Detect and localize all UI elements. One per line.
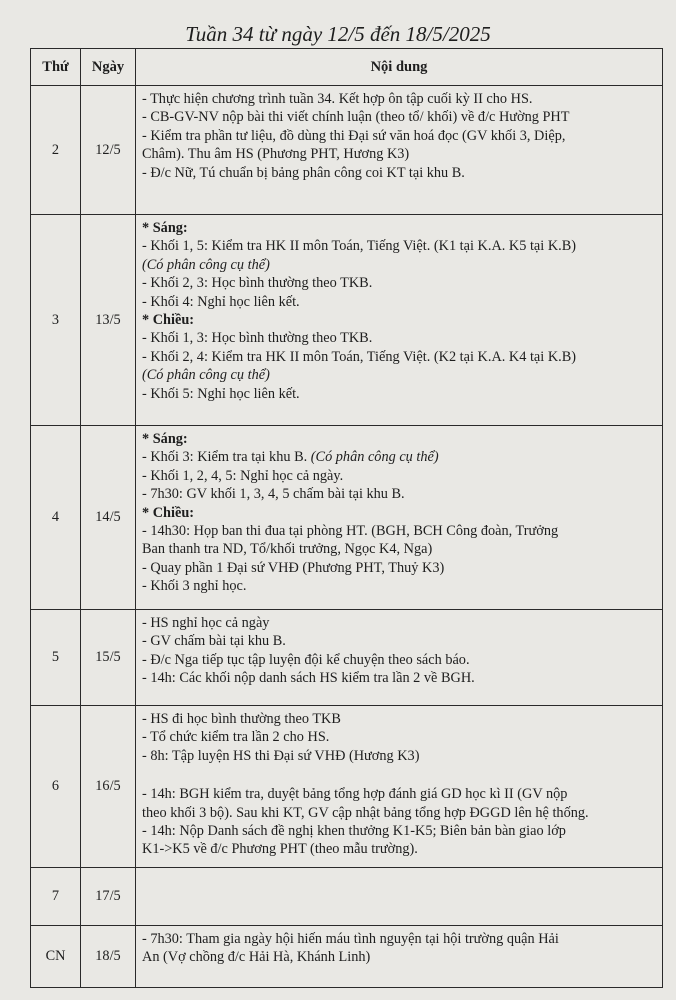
content-line — [142, 145, 658, 163]
content-line — [142, 840, 658, 858]
content-cell — [136, 610, 663, 706]
content-line-text: - 7h30: GV khối 1, 3, 4, 5 chấm bài tại khu B. — [142, 486, 405, 503]
content-line-text: - 14h30: Họp ban thi đua tại phòng HT. (BGH, BCH Công đoàn, Trưởng — [142, 523, 559, 540]
date-cell: 17/5 — [81, 868, 136, 926]
date-cell: 16/5 — [81, 706, 136, 868]
content-line-text: - 7h30: Tham gia ngày hội hiến máu tình nguyện tại hội trường quận Hải — [142, 931, 559, 947]
content-line — [142, 785, 658, 803]
day-cell: 4 — [31, 426, 81, 610]
content-line-text: theo khối 3 bộ). Sau khi KT, GV cập nhật bảng tổng hợp ĐGGD lên hệ thống. — [142, 804, 589, 821]
content-line-text: - HS nghỉ học cả ngày — [142, 615, 270, 631]
content-line — [142, 522, 658, 540]
content-line-text: - Khối 4: Nghỉ học liên kết. — [142, 293, 300, 310]
content-line — [142, 256, 658, 274]
header-thu: Thứ — [31, 49, 81, 86]
content-line — [142, 311, 658, 329]
content-line-text: - Khối 1, 3: Học bình thường theo TKB. — [142, 330, 373, 347]
content-line-text: * Sáng: — [142, 220, 188, 236]
content-line — [142, 540, 658, 558]
header-noi-dung: Nội dung — [136, 49, 663, 86]
day-cell: 2 — [31, 86, 81, 215]
content-cell — [136, 426, 663, 610]
content-line — [142, 385, 658, 403]
content-line-text: - Khối 3 nghỉ học. — [142, 578, 247, 595]
content-line — [142, 237, 658, 255]
content-line — [142, 632, 658, 650]
content-line — [142, 485, 658, 503]
table-row — [31, 426, 663, 610]
content-line — [142, 108, 658, 126]
content-line-text: - Kiểm tra phần tư liệu, đồ dùng thi Đại sứ văn hoá đọc (GV khối 3, Diệp, — [142, 127, 566, 144]
content-line-note: (Có phân công cụ thể) — [310, 449, 439, 466]
content-line — [142, 90, 658, 108]
day-cell: CN — [31, 926, 81, 988]
content-line-text: - 14h: BGH kiểm tra, duyệt bảng tổng hợp đánh giá GD học kì II (GV nộp — [142, 786, 568, 803]
date-cell: 12/5 — [81, 86, 136, 215]
content-line — [142, 366, 658, 384]
content-line — [142, 274, 658, 292]
page-title: Tuần 34 từ ngày 12/5 đến 18/5/2025 — [185, 22, 491, 46]
content-line-text: Ban thanh tra ND, Tổ/khối trưởng, Ngọc K4, Nga) — [142, 541, 433, 558]
date-cell: 18/5 — [81, 926, 136, 988]
content-line-text: - Khối 5: Nghỉ học liên kết. — [142, 385, 300, 402]
content-cell — [136, 868, 663, 926]
content-line — [142, 329, 658, 347]
day-cell: 5 — [31, 610, 81, 706]
content-line-text: - Khối 1, 5: Kiểm tra HK II môn Toán, Tiếng Việt. (K1 tại K.A. K5 tại K.B) — [142, 238, 577, 255]
day-cell: 6 — [31, 706, 81, 868]
content-line — [142, 448, 658, 466]
content-line — [142, 948, 658, 966]
table-row — [31, 86, 663, 215]
content-line-text: - CB-GV-NV nộp bài thi viết chính luận (theo tổ/ khối) về đ/c Hường PHT — [142, 109, 570, 126]
schedule-table — [30, 48, 663, 988]
content-line — [142, 804, 658, 822]
content-cell — [136, 215, 663, 426]
content-line — [142, 219, 658, 237]
content-line — [142, 614, 658, 632]
content-line — [142, 930, 658, 948]
content-line-text: - Khối 2, 4: Kiểm tra HK II môn Toán, Tiếng Việt. (K2 tại K.A. K4 tại K.B) — [142, 348, 577, 365]
content-line-text: - GV chấm bài tại khu B. — [142, 633, 286, 650]
content-line-text: - Quay phần 1 Đại sứ VHĐ (Phương PHT, Thuỷ K3) — [142, 559, 445, 576]
content-line-text: - Đ/c Nữ, Tú chuẩn bị bảng phân công coi KT tại khu B. — [142, 164, 465, 181]
content-line — [142, 728, 658, 746]
date-cell: 14/5 — [81, 426, 136, 610]
content-line — [142, 651, 658, 669]
content-line — [142, 293, 658, 311]
content-line — [142, 559, 658, 577]
content-line — [142, 747, 658, 765]
content-line — [142, 348, 658, 366]
content-line-text: K1->K5 về đ/c Phương PHT (theo mẫu trường). — [142, 841, 418, 858]
content-cell — [136, 86, 663, 215]
content-cell — [136, 926, 663, 988]
header-row — [31, 49, 663, 86]
day-cell: 7 — [31, 868, 81, 926]
content-line-text: * Chiều: — [142, 504, 195, 521]
content-line-text: - Tổ chức kiểm tra lần 2 cho HS. — [142, 729, 330, 746]
table-row — [31, 215, 663, 426]
table-row — [31, 610, 663, 706]
content-line-text: - 14h: Các khối nộp danh sách HS kiểm tra lần 2 về BGH. — [142, 670, 475, 687]
content-line — [142, 504, 658, 522]
content-line — [142, 430, 658, 448]
content-line-text: - 8h: Tập luyện HS thi Đại sứ VHĐ (Hương K3) — [142, 747, 420, 764]
content-line-text: - Đ/c Nga tiếp tục tập luyện đội kể chuyện theo sách báo. — [142, 651, 470, 668]
content-line — [142, 127, 658, 145]
content-line-text: - 14h: Nộp Danh sách đề nghị khen thưởng K1-K5; Biên bản bàn giao lớp — [142, 823, 566, 840]
date-cell: 15/5 — [81, 610, 136, 706]
content-line-text: Châm). Thu âm HS (Phương PHT, Hương K3) — [142, 146, 410, 163]
content-line-text: (Có phân công cụ thể) — [142, 367, 270, 384]
table-row — [31, 868, 663, 926]
content-line — [142, 669, 658, 687]
day-cell: 3 — [31, 215, 81, 426]
content-line — [142, 577, 658, 595]
content-line-text: - Khối 2, 3: Học bình thường theo TKB. — [142, 275, 373, 292]
content-line-text: An (Vợ chồng đ/c Hải Hà, Khánh Linh) — [142, 949, 371, 966]
date-cell: 13/5 — [81, 215, 136, 426]
content-line-text: - Thực hiện chương trình tuần 34. Kết hợp ôn tập cuối kỳ II cho HS. — [142, 91, 533, 107]
content-line-text: * Chiều: — [142, 312, 195, 329]
content-line-text: (Có phân công cụ thể) — [142, 256, 270, 273]
table-row — [31, 926, 663, 988]
content-line-text: - HS đi học bình thường theo TKB — [142, 711, 341, 727]
content-line — [142, 710, 658, 728]
content-line-text: - Khối 3: Kiểm tra tại khu B. — [142, 449, 311, 466]
content-line — [142, 467, 658, 485]
content-line-text: * Sáng: — [142, 431, 188, 447]
content-line — [142, 765, 658, 785]
header-ngay: Ngày — [81, 49, 136, 86]
content-line — [142, 822, 658, 840]
table-row — [31, 706, 663, 868]
content-line — [142, 164, 658, 182]
content-line-text: - Khối 1, 2, 4, 5: Nghỉ học cả ngày. — [142, 467, 344, 484]
content-cell — [136, 706, 663, 868]
